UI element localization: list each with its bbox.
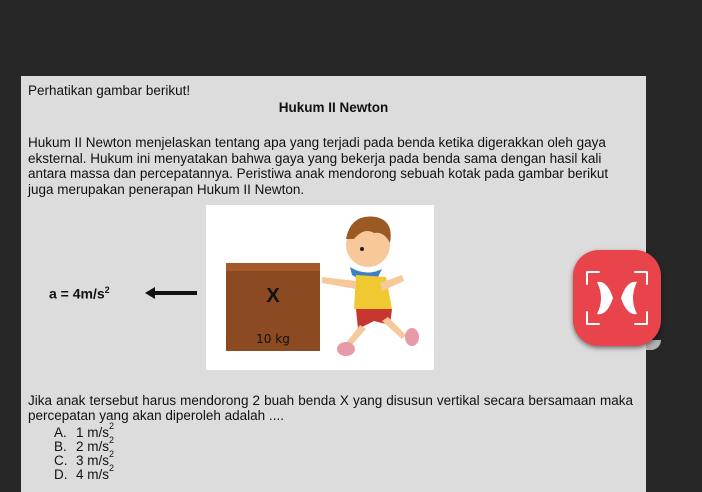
left-arrow-icon xyxy=(145,287,197,299)
option-b[interactable]: B. 2 m/s 2 xyxy=(54,435,115,454)
child-pushing-icon xyxy=(206,205,434,370)
option-a[interactable]: A. 1 m/s 2 xyxy=(54,421,115,440)
intro-text: Perhatikan gambar berikut! xyxy=(28,83,191,98)
acceleration-label: $a = 4m/s^2$ xyxy=(49,285,110,302)
question-document xyxy=(21,76,646,492)
box-mass: 10 kg xyxy=(256,332,290,346)
answer-options xyxy=(54,421,115,482)
box-label: X xyxy=(266,285,280,307)
heading-title: Hukum II Newton xyxy=(278,100,389,115)
explanation-paragraph: Hukum II Newton menjelaskan tentang apa yang terjadi pada benda ketika digerakkan oleh gaya eksternal. Hukum ini menyatakan bahwa gaya yang bekerja pada benda sama dengan hasil kali antara massa dan percepatannya. Peristiwa anak mendorong sebuah kotak pada gambar berikut juga merupakan penerapan Hukum II Newton. xyxy=(28,135,609,197)
illustration xyxy=(206,205,434,370)
x-app-icon[interactable] xyxy=(573,250,661,346)
question-text: Jika anak tersebut harus mendorong 2 buah benda X yang disusun vertikal secara bersamaan maka percepatan yang akan diperoleh adalah .... xyxy=(28,393,633,423)
x-logo-icon xyxy=(573,250,661,346)
option-c[interactable]: C. 3 m/s 2 xyxy=(54,449,115,468)
option-d[interactable]: D. 4 m/s 2 xyxy=(54,463,115,482)
